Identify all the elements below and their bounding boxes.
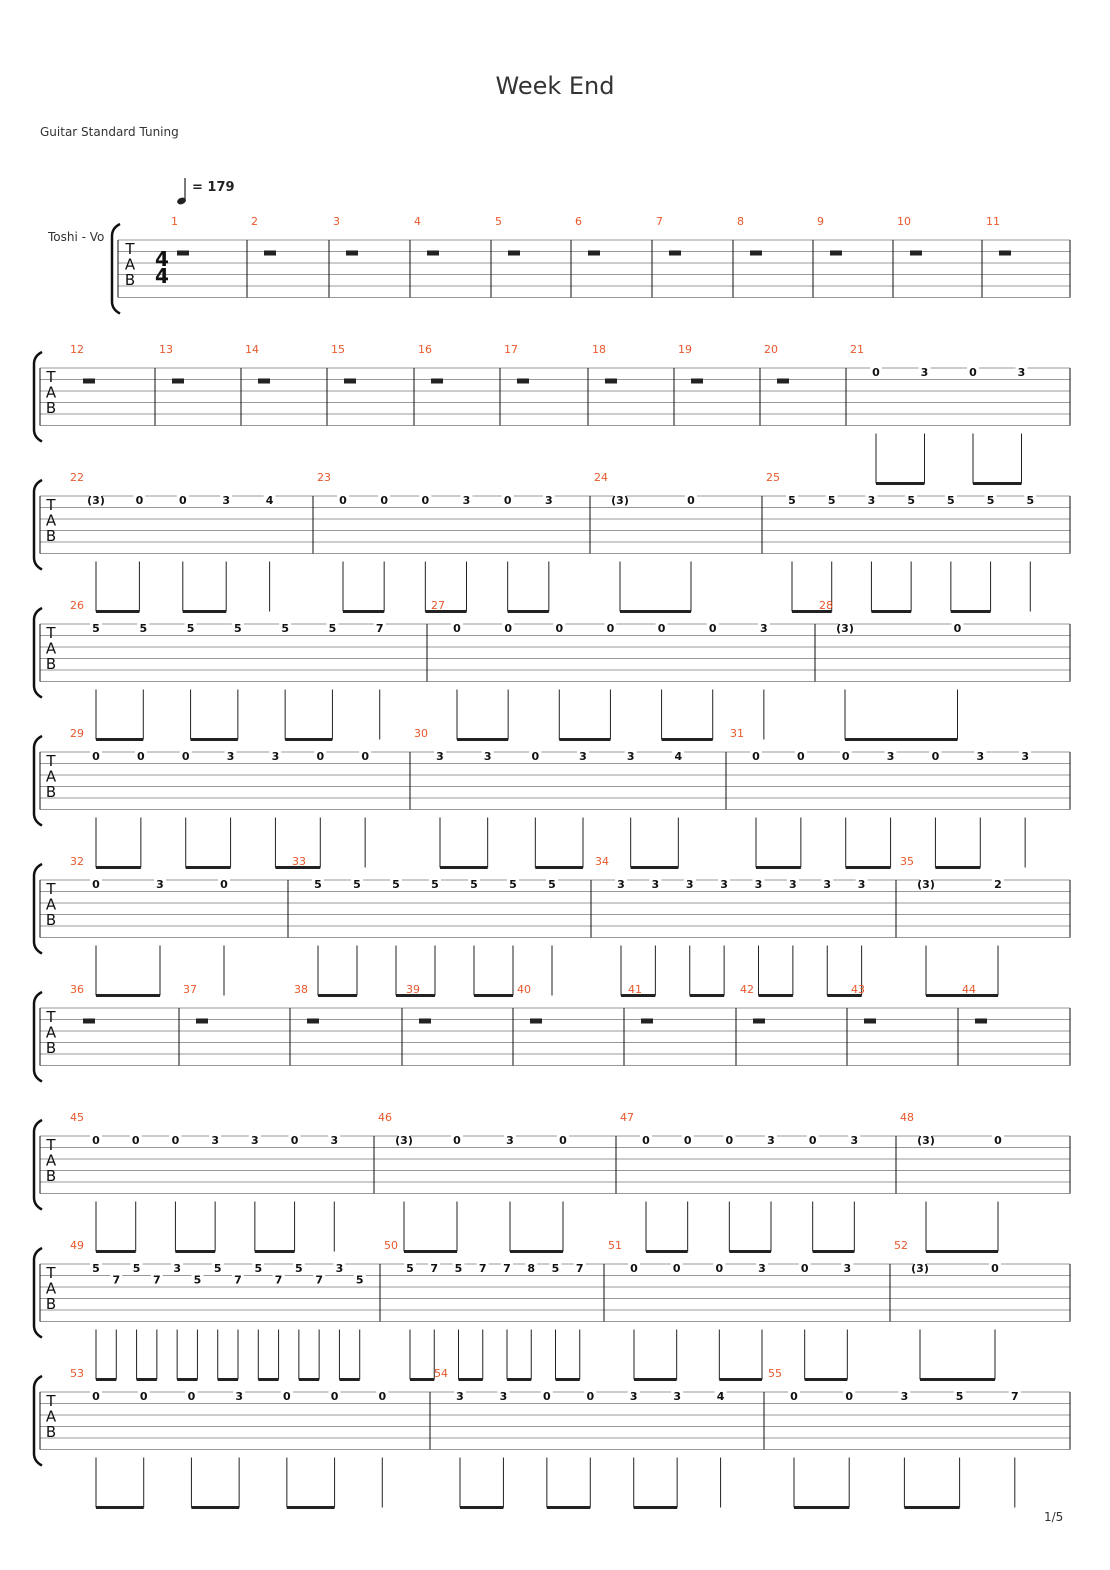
staff-system <box>34 983 1070 1082</box>
staff-system <box>34 599 1070 740</box>
tab-clef-letter: A <box>45 383 57 402</box>
tab-clef-letter: B <box>45 1167 57 1185</box>
fret-number: 7 <box>503 1262 511 1275</box>
tab-clef-letter: B <box>124 271 136 289</box>
tab-clef-letter: T <box>46 1392 56 1410</box>
rest-symbol <box>196 1019 208 1024</box>
fret-number: 3 <box>499 1390 508 1403</box>
fret-number: 7 <box>153 1273 161 1287</box>
fret-number: (3) <box>836 622 854 635</box>
fret-number: 0 <box>708 622 717 635</box>
rest-symbol <box>307 1019 319 1024</box>
fret-number: 0 <box>290 1134 299 1147</box>
fret-number: 3 <box>651 878 660 891</box>
measure-number: 52 <box>894 1239 908 1252</box>
fret-number: 5 <box>328 622 337 635</box>
fret-number: 3 <box>251 1134 259 1147</box>
tab-clef-letter: B <box>45 911 57 929</box>
measure-number: 23 <box>317 471 331 484</box>
tab-clef-letter: T <box>46 1264 56 1282</box>
fret-number: 5 <box>139 622 148 635</box>
fret-number: 0 <box>453 1134 461 1147</box>
fret-number: 5 <box>470 878 478 891</box>
measure-number: 13 <box>159 343 173 356</box>
fret-number: 7 <box>274 1273 283 1287</box>
fret-number: 0 <box>931 750 940 763</box>
measure-number: 55 <box>768 1367 782 1380</box>
fret-number: 4 <box>716 1390 725 1403</box>
fret-number: 7 <box>234 1273 242 1287</box>
fret-number: 0 <box>339 494 347 507</box>
system-bracket <box>34 608 42 698</box>
rest-symbol <box>605 379 617 384</box>
tab-clef-letter: B <box>45 655 57 673</box>
staff-system <box>34 1111 1070 1252</box>
system-bracket <box>112 224 120 314</box>
measure-number: 12 <box>70 343 84 356</box>
fret-number: (3) <box>87 494 105 507</box>
rest-symbol <box>691 379 703 384</box>
fret-number: 7 <box>112 1273 121 1287</box>
fret-number: 0 <box>504 622 512 635</box>
measure-number: 48 <box>900 1111 914 1124</box>
fret-number: 5 <box>986 494 995 507</box>
measure-number: 34 <box>595 855 609 868</box>
fret-number: 0 <box>657 622 666 635</box>
fret-number: 3 <box>483 750 492 763</box>
fret-number: 0 <box>790 1390 798 1403</box>
rest-symbol <box>975 1019 987 1024</box>
fret-number: 3 <box>579 750 587 763</box>
measure-number: 42 <box>740 983 754 996</box>
fret-number: 3 <box>462 494 471 507</box>
fret-number: 0 <box>800 1262 809 1275</box>
tab-clef-letter: A <box>45 1407 57 1426</box>
track-name: Toshi - Vo <box>48 230 105 244</box>
measure-number: 21 <box>850 343 864 356</box>
fret-number: 3 <box>857 878 866 891</box>
measure-number: 17 <box>504 343 518 356</box>
measure-number: 15 <box>331 343 345 356</box>
tab-clef-letter: A <box>45 639 57 658</box>
measure-number: 7 <box>656 215 663 228</box>
fret-number: 5 <box>193 1273 202 1287</box>
fret-number: 0 <box>378 1390 387 1403</box>
tab-clef-letter: B <box>45 1039 57 1057</box>
measure-number: 3 <box>333 215 340 228</box>
fret-number: 0 <box>178 494 187 507</box>
fret-number: 3 <box>720 878 728 891</box>
fret-number: 5 <box>314 878 322 891</box>
fret-number: 5 <box>827 494 836 507</box>
fret-number: 3 <box>235 1390 243 1403</box>
measure-number: 24 <box>594 471 608 484</box>
fret-number: 7 <box>575 1262 584 1275</box>
fret-number: 0 <box>92 878 100 891</box>
fret-number: 7 <box>1010 1390 1019 1403</box>
measure-number: 50 <box>384 1239 398 1252</box>
measure-number: 37 <box>183 983 197 996</box>
measure-number: 19 <box>678 343 692 356</box>
fret-number: 5 <box>907 494 915 507</box>
rest-symbol <box>753 1019 765 1024</box>
tab-clef-letter: T <box>46 624 56 642</box>
system-bracket <box>34 864 42 954</box>
fret-number: 5 <box>788 494 796 507</box>
rest-symbol <box>172 379 184 384</box>
fret-number: 5 <box>353 878 361 891</box>
staff-system <box>34 1367 1070 1508</box>
fret-number: (3) <box>611 494 629 507</box>
fret-number: 0 <box>380 494 388 507</box>
fret-number: 5 <box>92 1262 100 1275</box>
page-number: 1/5 <box>1044 1510 1064 1524</box>
fret-number: 0 <box>841 750 850 763</box>
fret-number: 3 <box>900 1390 909 1403</box>
measure-number: 4 <box>414 215 421 228</box>
staff-system <box>34 855 1070 996</box>
measure-number: 14 <box>245 343 259 356</box>
tab-clef-letter: T <box>46 880 56 898</box>
staff-system <box>34 1239 1070 1380</box>
measure-number: 27 <box>431 599 445 612</box>
measure-number: 10 <box>897 215 911 228</box>
fret-number: 5 <box>295 1262 303 1275</box>
fret-number: 3 <box>673 1390 681 1403</box>
fret-number: 3 <box>626 750 635 763</box>
fret-number: 3 <box>1017 366 1026 379</box>
fret-number: 0 <box>991 1262 999 1275</box>
fret-number: 3 <box>506 1134 514 1147</box>
fret-number: 3 <box>758 1262 766 1275</box>
tab-clef-letter: A <box>45 895 57 914</box>
fret-number: 3 <box>823 878 832 891</box>
fret-number: 5 <box>186 622 195 635</box>
rest-symbol <box>431 379 443 384</box>
fret-number: 0 <box>453 622 461 635</box>
fret-number: 3 <box>330 1134 339 1147</box>
fret-number: 0 <box>953 622 962 635</box>
measure-number: 31 <box>730 727 744 740</box>
fret-number: 3 <box>222 494 231 507</box>
measure-number: 49 <box>70 1239 84 1252</box>
rest-symbol <box>427 251 439 256</box>
rest-symbol <box>669 251 681 256</box>
fret-number: 5 <box>392 878 400 891</box>
rest-symbol <box>344 379 356 384</box>
tab-clef-letter: A <box>45 767 57 786</box>
fret-number: 0 <box>994 1134 1002 1147</box>
fret-number: (3) <box>911 1262 929 1275</box>
measure-number: 53 <box>70 1367 84 1380</box>
measure-number: 11 <box>986 215 1000 228</box>
fret-number: 3 <box>685 878 694 891</box>
measure-number: 33 <box>292 855 306 868</box>
fret-number: 5 <box>254 1262 263 1275</box>
tab-clef-letter: T <box>46 496 56 514</box>
fret-number: 3 <box>617 878 625 891</box>
tab-clef-letter: T <box>46 368 56 386</box>
rest-symbol <box>777 379 789 384</box>
fret-number: 3 <box>754 878 763 891</box>
fret-number: 0 <box>137 750 145 763</box>
rest-symbol <box>419 1019 431 1024</box>
fret-number: 3 <box>335 1262 344 1275</box>
measure-number: 5 <box>495 215 502 228</box>
fret-number: 3 <box>843 1262 852 1275</box>
measure-number: 30 <box>414 727 428 740</box>
tab-clef-letter: A <box>45 511 57 530</box>
fret-number: 5 <box>431 878 439 891</box>
measure-number: 8 <box>737 215 744 228</box>
fret-number: 3 <box>789 878 797 891</box>
rest-symbol <box>530 1019 542 1024</box>
measure-number: 9 <box>817 215 824 228</box>
fret-number: 0 <box>283 1390 291 1403</box>
rest-symbol <box>910 251 922 256</box>
measure-number: 29 <box>70 727 84 740</box>
fret-number: 4 <box>265 494 274 507</box>
fret-number: 5 <box>132 1262 141 1275</box>
fret-number: 3 <box>850 1134 859 1147</box>
fret-number: 3 <box>920 366 929 379</box>
fret-number: 0 <box>92 1390 100 1403</box>
fret-number: 5 <box>406 1262 414 1275</box>
fret-number: 0 <box>606 622 615 635</box>
system-bracket <box>34 1376 42 1466</box>
rest-symbol <box>346 251 358 256</box>
fret-number: 5 <box>454 1262 463 1275</box>
fret-number: 7 <box>430 1262 439 1275</box>
rest-symbol <box>177 251 189 256</box>
fret-number: 0 <box>642 1134 650 1147</box>
fret-number: 0 <box>330 1390 339 1403</box>
fret-number: 0 <box>683 1134 692 1147</box>
time-signature-denominator: 4 <box>155 264 169 288</box>
measure-number: 16 <box>418 343 432 356</box>
rest-symbol <box>264 251 276 256</box>
fret-number: 2 <box>994 878 1002 891</box>
fret-number: 5 <box>213 1262 222 1275</box>
fret-number: 3 <box>436 750 444 763</box>
rest-symbol <box>83 1019 95 1024</box>
fret-number: 3 <box>211 1134 219 1147</box>
fret-number: (3) <box>395 1134 413 1147</box>
measure-number: 32 <box>70 855 84 868</box>
measure-number: 25 <box>766 471 780 484</box>
fret-number: 5 <box>281 622 289 635</box>
fret-number: 0 <box>630 1262 638 1275</box>
fret-number: 0 <box>672 1262 681 1275</box>
fret-number: 0 <box>361 750 369 763</box>
system-bracket <box>34 1120 42 1210</box>
measure-number: 22 <box>70 471 84 484</box>
fret-number: 5 <box>234 622 242 635</box>
fret-number: 0 <box>543 1390 551 1403</box>
measure-number: 46 <box>378 1111 392 1124</box>
tab-clef-letter: B <box>45 1423 57 1441</box>
fret-number: 0 <box>531 750 540 763</box>
fret-number: 0 <box>752 750 760 763</box>
fret-number: 0 <box>92 1134 100 1147</box>
system-bracket <box>34 736 42 826</box>
fret-number: 0 <box>725 1134 734 1147</box>
rest-symbol <box>83 379 95 384</box>
fret-number: 4 <box>674 750 683 763</box>
tab-clef-letter: T <box>46 752 56 770</box>
rest-symbol <box>517 379 529 384</box>
tab-clef-letter: B <box>45 399 57 417</box>
fret-number: 7 <box>375 622 384 635</box>
measure-number: 43 <box>851 983 865 996</box>
measure-number: 26 <box>70 599 84 612</box>
tab-clef-letter: B <box>45 783 57 801</box>
fret-number: 0 <box>715 1262 724 1275</box>
fret-number: 0 <box>131 1134 140 1147</box>
fret-number: 5 <box>955 1390 964 1403</box>
fret-number: 3 <box>456 1390 464 1403</box>
fret-number: 3 <box>767 1134 775 1147</box>
fret-number: 0 <box>316 750 325 763</box>
rest-symbol <box>864 1019 876 1024</box>
rest-symbol <box>750 251 762 256</box>
fret-number: 0 <box>181 750 190 763</box>
fret-number: 5 <box>509 878 517 891</box>
staff-system <box>34 471 1070 612</box>
fret-number: 0 <box>139 1390 148 1403</box>
fret-number: 3 <box>867 494 876 507</box>
staff-system <box>34 727 1070 868</box>
system-bracket <box>34 352 42 442</box>
fret-number: 0 <box>220 878 228 891</box>
fret-number: 5 <box>92 622 100 635</box>
fret-number: 0 <box>187 1390 196 1403</box>
tab-clef-letter: B <box>45 527 57 545</box>
measure-number: 51 <box>608 1239 622 1252</box>
measure-number: 40 <box>517 983 531 996</box>
tab-clef-letter: A <box>45 1151 57 1170</box>
fret-number: 3 <box>976 750 985 763</box>
measure-number: 6 <box>575 215 582 228</box>
fret-number: 0 <box>503 494 512 507</box>
fret-number: 0 <box>808 1134 817 1147</box>
fret-number: (3) <box>917 1134 935 1147</box>
fret-number: 0 <box>586 1390 595 1403</box>
fret-number: 7 <box>315 1273 323 1287</box>
tab-clef-letter: T <box>125 240 135 258</box>
fret-number: 3 <box>1021 750 1029 763</box>
rest-symbol <box>641 1019 653 1024</box>
fret-number: (3) <box>917 878 935 891</box>
measure-number: 47 <box>620 1111 634 1124</box>
score-title: Week End <box>495 72 615 100</box>
fret-number: 3 <box>760 622 768 635</box>
fret-number: 3 <box>629 1390 638 1403</box>
tuning-label: Guitar Standard Tuning <box>40 125 179 139</box>
fret-number: 0 <box>555 622 564 635</box>
staff-system <box>112 215 1070 314</box>
fret-number: 0 <box>969 366 977 379</box>
fret-number: 3 <box>545 494 553 507</box>
measure-number: 18 <box>592 343 606 356</box>
rest-symbol <box>588 251 600 256</box>
fret-number: 0 <box>135 494 144 507</box>
fret-number: 0 <box>421 494 430 507</box>
fret-number: 3 <box>173 1262 181 1275</box>
measure-number: 20 <box>764 343 778 356</box>
fret-number: 5 <box>947 494 955 507</box>
tab-clef-letter: B <box>45 1295 57 1313</box>
tempo-value: = 179 <box>192 180 235 195</box>
tab-clef-letter: T <box>46 1136 56 1154</box>
fret-number: 5 <box>551 1262 560 1275</box>
measure-number: 44 <box>962 983 976 996</box>
tab-clef-letter: A <box>45 1279 57 1298</box>
fret-number: 8 <box>527 1262 536 1275</box>
time-signature-numerator: 4 <box>155 247 169 271</box>
rest-symbol <box>258 379 270 384</box>
measure-number: 35 <box>900 855 914 868</box>
rest-symbol <box>830 251 842 256</box>
system-bracket <box>34 480 42 570</box>
tab-clef-letter: A <box>124 255 136 274</box>
fret-number: 3 <box>226 750 235 763</box>
measure-number: 2 <box>251 215 258 228</box>
fret-number: 5 <box>1026 494 1035 507</box>
staff-system <box>34 343 1070 484</box>
measure-number: 36 <box>70 983 84 996</box>
fret-number: 0 <box>171 1134 180 1147</box>
fret-number: 3 <box>886 750 895 763</box>
measure-number: 45 <box>70 1111 84 1124</box>
fret-number: 0 <box>559 1134 567 1147</box>
rest-symbol <box>508 251 520 256</box>
fret-number: 0 <box>797 750 805 763</box>
measure-number: 38 <box>294 983 308 996</box>
measure-number: 39 <box>406 983 420 996</box>
tab-clef-letter: T <box>46 1008 56 1026</box>
fret-number: 3 <box>271 750 280 763</box>
fret-number: 5 <box>548 878 556 891</box>
fret-number: 5 <box>355 1273 364 1287</box>
fret-number: 0 <box>92 750 100 763</box>
measure-number: 54 <box>434 1367 448 1380</box>
rest-symbol <box>999 251 1011 256</box>
system-bracket <box>34 1248 42 1338</box>
fret-number: 0 <box>687 494 695 507</box>
measure-number: 41 <box>628 983 642 996</box>
fret-number: 0 <box>845 1390 854 1403</box>
fret-number: 3 <box>156 878 164 891</box>
measure-number: 1 <box>171 215 178 228</box>
fret-number: 7 <box>478 1262 487 1275</box>
system-bracket <box>34 992 42 1082</box>
fret-number: 0 <box>872 366 880 379</box>
measure-number: 28 <box>819 599 833 612</box>
tab-clef-letter: A <box>45 1023 57 1042</box>
